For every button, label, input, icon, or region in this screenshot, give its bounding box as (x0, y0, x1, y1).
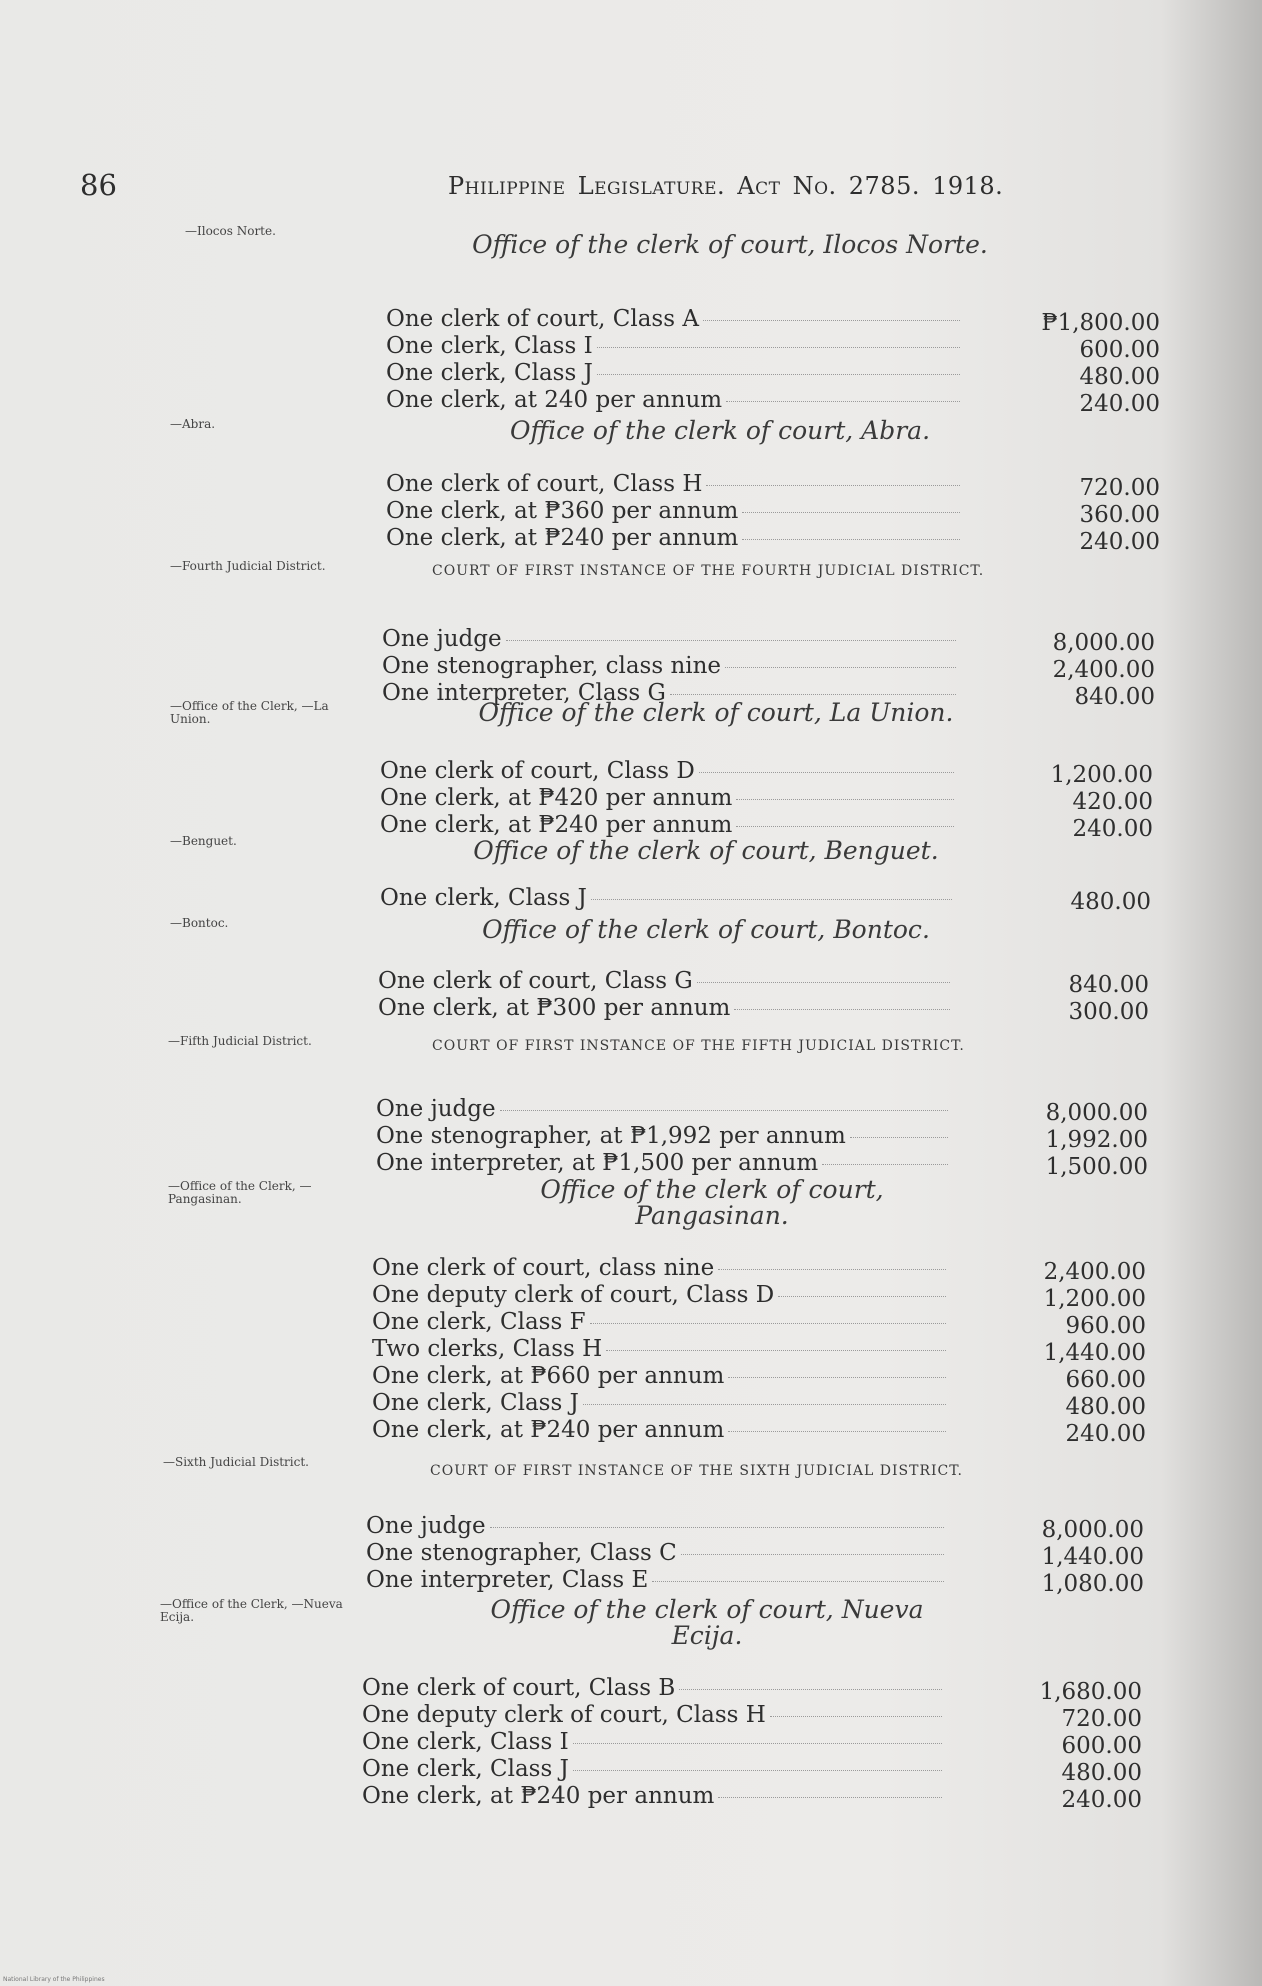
line-item (372, 1309, 1146, 1339)
line-item (380, 785, 1153, 815)
line-item (386, 387, 1160, 417)
leader-dots (706, 485, 960, 486)
line-item-label: One clerk, Class F (372, 1309, 586, 1335)
leader-dots (583, 1404, 946, 1405)
line-item-label: One judge (376, 1096, 496, 1122)
line-item (372, 1255, 1146, 1285)
leader-dots (573, 1743, 942, 1744)
line-item-label: One clerk, Class I (386, 333, 593, 359)
scan-attribution: National Library of the Philippines (3, 1976, 105, 1983)
line-item-amount: 960.00 (1065, 1313, 1146, 1339)
line-item-label: One clerk, at ₱240 per annum (372, 1417, 725, 1443)
line-item-amount: 1,080.00 (1041, 1571, 1144, 1597)
leader-dots (597, 374, 960, 375)
leader-dots (725, 667, 956, 668)
line-item-label: One clerk of court, Class A (386, 306, 699, 332)
line-item-amount: 8,000.00 (1045, 1100, 1148, 1126)
line-item-label: One clerk of court, Class H (386, 471, 703, 497)
line-item-amount: 1,200.00 (1050, 762, 1153, 788)
leader-dots (726, 401, 960, 402)
line-item-amount: 600.00 (1079, 337, 1160, 363)
line-item-label: One clerk, at 240 per annum (386, 387, 723, 413)
line-item (380, 885, 1151, 915)
running-title: Philippine Legislature. Act No. 2785. 1918. (448, 172, 1004, 200)
line-item (376, 1123, 1148, 1153)
leader-dots (590, 1323, 946, 1324)
leader-dots (606, 1350, 946, 1351)
line-item-label: One clerk, at ₱240 per annum (380, 812, 733, 838)
line-item (362, 1756, 1142, 1786)
line-item-amount: 480.00 (1079, 364, 1160, 390)
line-item-amount: 240.00 (1061, 1787, 1142, 1813)
line-item-amount: 2,400.00 (1043, 1259, 1146, 1285)
leader-dots (703, 320, 960, 321)
leader-dots (506, 640, 956, 641)
leader-dots (736, 826, 954, 827)
margin-note-ilocos-norte: —Ilocos Norte. (185, 224, 276, 238)
line-item-label: One stenographer, at ₱1,992 per annum (376, 1123, 846, 1149)
line-item-label: One clerk, Class J (380, 885, 587, 911)
margin-note-la-union: —Office of the Clerk, —La Union. (170, 699, 329, 726)
line-item-amount: 1,500.00 (1045, 1154, 1148, 1180)
line-item-amount: 720.00 (1079, 475, 1160, 501)
line-item-amount: 240.00 (1079, 391, 1160, 417)
line-item (382, 653, 1155, 683)
line-item-label: One clerk of court, Class G (378, 968, 693, 994)
line-item-amount: 840.00 (1068, 972, 1149, 998)
line-item-label: One clerk of court, Class B (362, 1675, 676, 1701)
leader-dots (742, 512, 960, 513)
line-item (366, 1567, 1144, 1597)
leader-dots (778, 1296, 946, 1297)
office-heading-abra: Office of the clerk of court, Abra. (509, 416, 931, 445)
line-item-label: One interpreter, at ₱1,500 per annum (376, 1150, 819, 1176)
line-item (386, 306, 1160, 336)
line-item (376, 1096, 1148, 1126)
margin-note-fourth-judicial-district: —Fourth Judicial District. (170, 559, 326, 573)
line-item-amount: 2,400.00 (1052, 657, 1155, 683)
office-heading-bontoc: Office of the clerk of court, Bontoc. (482, 915, 930, 944)
leader-dots (670, 694, 956, 695)
leader-dots (822, 1164, 948, 1165)
line-item-amount: 1,440.00 (1041, 1544, 1144, 1570)
line-item-label: One clerk of court, Class D (380, 758, 695, 784)
line-item-amount: 420.00 (1072, 789, 1153, 815)
margin-note-benguet: —Benguet. (170, 834, 237, 848)
leader-dots (736, 799, 954, 800)
line-item (372, 1336, 1146, 1366)
line-item (366, 1513, 1144, 1543)
line-item (386, 360, 1160, 390)
line-item-label: One clerk, Class J (386, 360, 593, 386)
line-item-amount: 1,440.00 (1043, 1340, 1146, 1366)
margin-note-bontoc: —Bontoc. (170, 916, 229, 930)
leader-dots (728, 1377, 946, 1378)
leader-dots (699, 772, 954, 773)
leader-dots (679, 1689, 942, 1690)
office-heading-nueva-ecija: Office of the clerk of court, Nueva Ecija. (490, 1595, 924, 1650)
line-item-label: One clerk, at ₱660 per annum (372, 1363, 725, 1389)
line-item (362, 1729, 1142, 1759)
leader-dots (597, 347, 960, 348)
line-item-label: One clerk, at ₱240 per annum (362, 1783, 715, 1809)
line-item-label: One judge (382, 626, 502, 652)
line-item-amount: 600.00 (1061, 1733, 1142, 1759)
line-item-amount: 1,680.00 (1039, 1679, 1142, 1705)
line-item (386, 471, 1160, 501)
line-item-label: One stenographer, Class C (366, 1540, 677, 1566)
line-item-amount: 8,000.00 (1041, 1517, 1144, 1543)
leader-dots (490, 1527, 944, 1528)
leader-dots (850, 1137, 948, 1138)
line-item (362, 1702, 1142, 1732)
margin-note-abra: —Abra. (170, 417, 216, 431)
line-item (380, 812, 1153, 842)
line-item (376, 1150, 1148, 1180)
line-item-amount: 240.00 (1079, 529, 1160, 555)
line-item-label: One clerk, at ₱360 per annum (386, 498, 739, 524)
line-item-label: One clerk of court, class nine (372, 1255, 715, 1281)
margin-note-fifth-judicial-district: —Fifth Judicial District. (168, 1034, 312, 1048)
line-item-label: One clerk, Class J (362, 1756, 569, 1782)
line-item-amount: 480.00 (1061, 1760, 1142, 1786)
line-item-label: One deputy clerk of court, Class D (372, 1282, 775, 1308)
line-item-amount: 240.00 (1072, 816, 1153, 842)
line-item-amount: 240.00 (1065, 1421, 1146, 1447)
office-heading-benguet: Office of the clerk of court, Benguet. (473, 836, 939, 865)
leader-dots (770, 1716, 942, 1717)
line-item-label: One deputy clerk of court, Class H (362, 1702, 766, 1728)
line-item-amount: 360.00 (1079, 502, 1160, 528)
margin-note-pangasinan: —Office of the Clerk, —Pangasinan. (168, 1179, 312, 1206)
page-number: 86 (80, 168, 117, 202)
line-item-label: One interpreter, Class G (382, 680, 666, 706)
office-heading-ilocos-norte: Office of the clerk of court, Ilocos Norte. (472, 230, 988, 259)
line-item-amount: 1,992.00 (1045, 1127, 1148, 1153)
line-item (378, 995, 1149, 1025)
margin-note-nueva-ecija: —Office of the Clerk, —Nueva Ecija. (160, 1597, 343, 1624)
leader-dots (728, 1431, 946, 1432)
line-item-amount: 840.00 (1074, 684, 1155, 710)
leader-dots (734, 1009, 950, 1010)
line-item (366, 1540, 1144, 1570)
leader-dots (718, 1797, 942, 1798)
line-item (386, 333, 1160, 363)
line-item-label: Two clerks, Class H (372, 1336, 603, 1362)
office-heading-pangasinan: Office of the clerk of court, Pangasinan. (540, 1175, 884, 1230)
line-item-label: One clerk, at ₱420 per annum (380, 785, 733, 811)
court-heading-fourth-judicial-district: COURT OF FIRST INSTANCE OF THE FOURTH JUDICIAL DISTRICT. (432, 563, 985, 579)
leader-dots (718, 1269, 946, 1270)
line-item (372, 1363, 1146, 1393)
line-item-amount: 660.00 (1065, 1367, 1146, 1393)
leader-dots (697, 982, 950, 983)
leader-dots (500, 1110, 948, 1111)
line-item-amount: 1,200.00 (1043, 1286, 1146, 1312)
line-item-amount: 480.00 (1065, 1394, 1146, 1420)
leader-dots (591, 899, 952, 900)
line-item (378, 968, 1149, 998)
page-header (80, 168, 1100, 208)
line-item (372, 1282, 1146, 1312)
court-heading-sixth-judicial-district: COURT OF FIRST INSTANCE OF THE SIXTH JUDICIAL DISTRICT. (430, 1463, 963, 1479)
line-item-label: One clerk, at ₱240 per annum (386, 525, 739, 551)
leader-dots (742, 539, 960, 540)
line-item-label: One clerk, at ₱300 per annum (378, 995, 731, 1021)
line-item (386, 498, 1160, 528)
line-item-label: One interpreter, Class E (366, 1567, 649, 1593)
line-item-label: One stenographer, class nine (382, 653, 722, 679)
leader-dots (681, 1554, 944, 1555)
line-item (372, 1417, 1146, 1447)
line-item (382, 626, 1155, 656)
line-item-amount: ₱1,800.00 (1041, 310, 1160, 336)
court-heading-fifth-judicial-district: COURT OF FIRST INSTANCE OF THE FIFTH JUDICIAL DISTRICT. (432, 1038, 965, 1054)
line-item-amount: 300.00 (1068, 999, 1149, 1025)
office-heading-la-union: Office of the clerk of court, La Union. (478, 698, 954, 727)
line-item-label: One clerk, Class I (362, 1729, 569, 1755)
line-item (386, 525, 1160, 555)
line-item (362, 1675, 1142, 1705)
leader-dots (573, 1770, 942, 1771)
leader-dots (652, 1581, 944, 1582)
margin-note-sixth-judicial-district: —Sixth Judicial District. (163, 1455, 309, 1469)
line-item-amount: 480.00 (1070, 889, 1151, 915)
line-item-label: One clerk, Class J (372, 1390, 579, 1416)
line-item-amount: 8,000.00 (1052, 630, 1155, 656)
line-item-amount: 720.00 (1061, 1706, 1142, 1732)
line-item (380, 758, 1153, 788)
line-item-label: One judge (366, 1513, 486, 1539)
line-item (362, 1783, 1142, 1813)
line-item (372, 1390, 1146, 1420)
